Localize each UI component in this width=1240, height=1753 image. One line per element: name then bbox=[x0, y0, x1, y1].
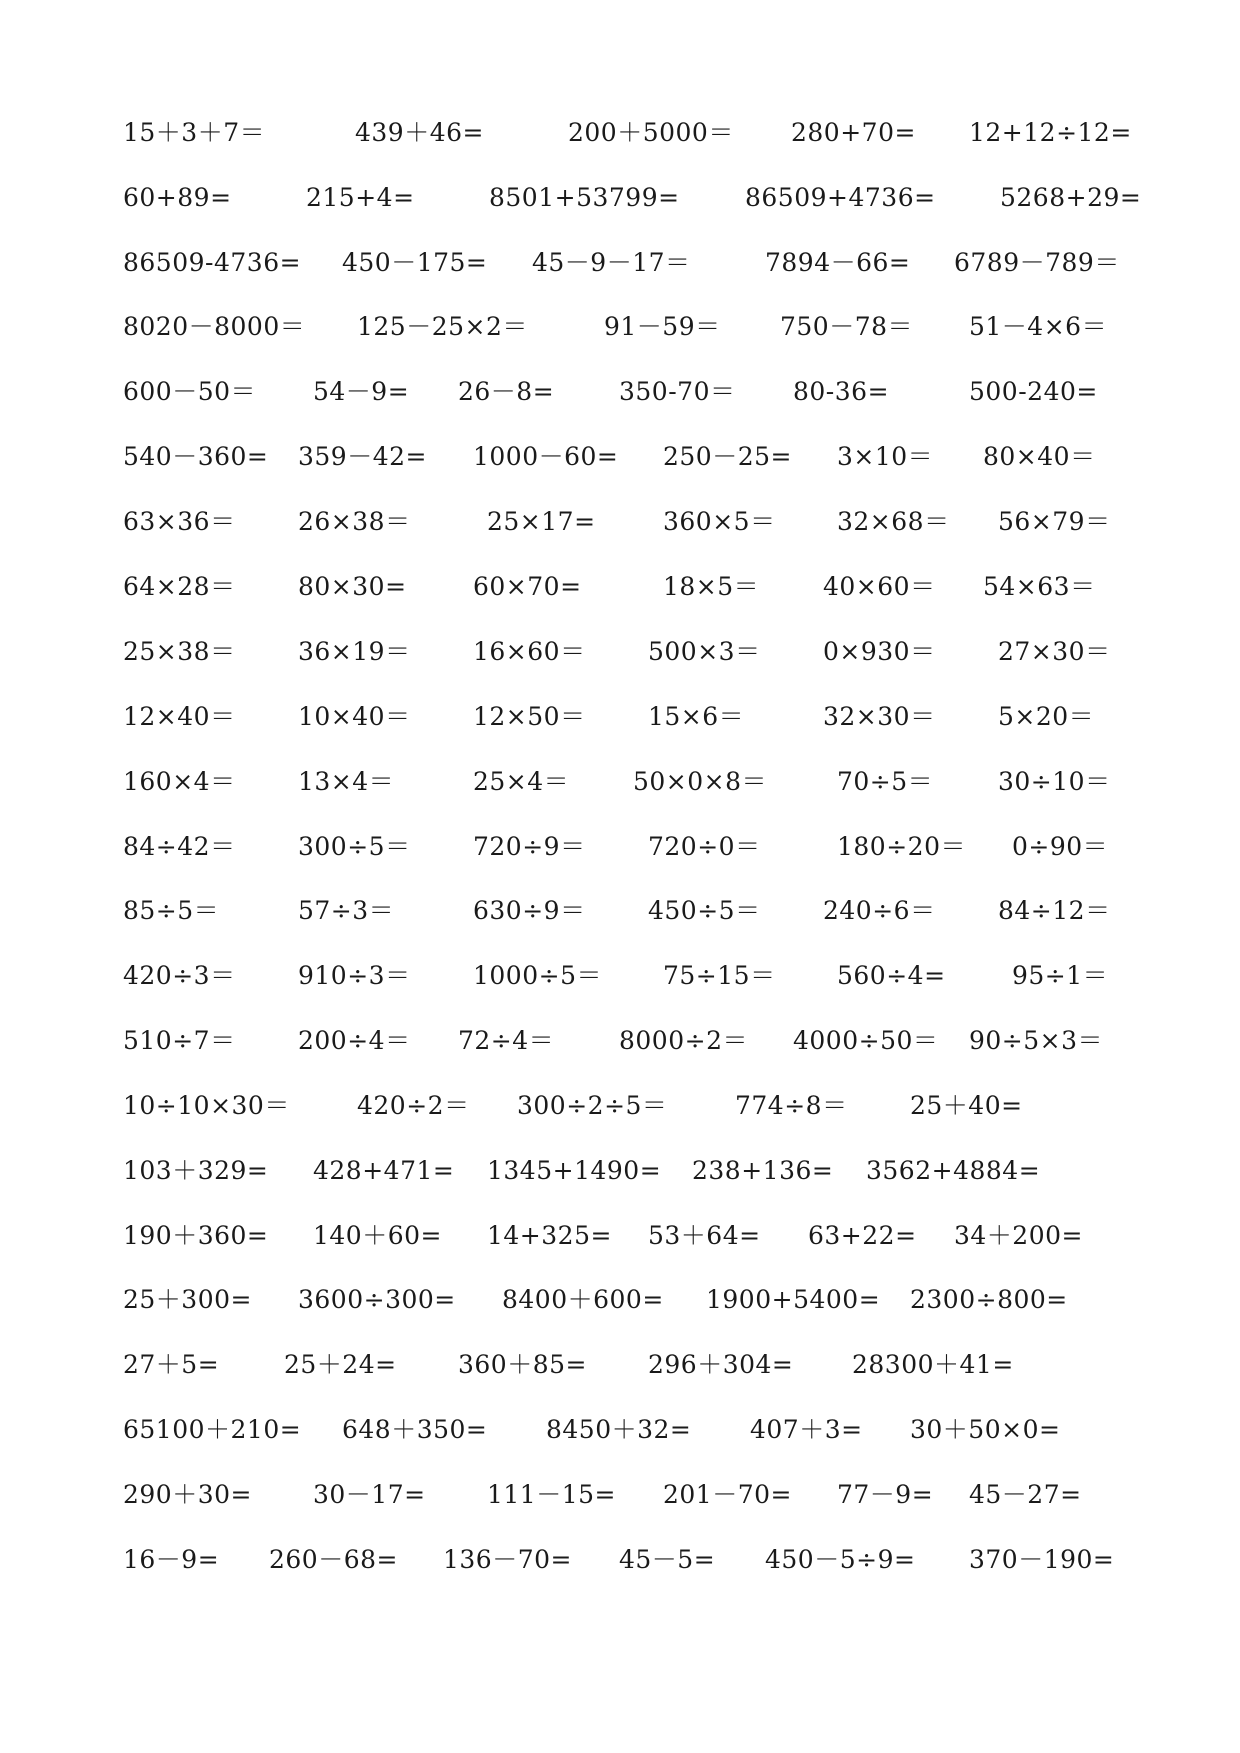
math-problem: 15×6＝ bbox=[648, 702, 745, 731]
problem-row bbox=[0, 632, 1240, 672]
math-problem: 50×0×8＝ bbox=[633, 767, 768, 796]
problem-row bbox=[0, 1086, 1240, 1126]
math-problem: 45－9－17＝ bbox=[532, 248, 691, 277]
math-problem: 103＋329= bbox=[123, 1156, 269, 1185]
math-problem: 290＋30= bbox=[123, 1480, 252, 1509]
math-problem: 51－4×6＝ bbox=[969, 312, 1108, 341]
math-problem: 280+70= bbox=[791, 118, 916, 147]
math-problem: 215+4= bbox=[306, 183, 415, 212]
math-problem: 200÷4＝ bbox=[298, 1026, 411, 1055]
math-problem: 428+471= bbox=[313, 1156, 455, 1185]
math-problem: 8501+53799= bbox=[489, 183, 680, 212]
math-problem: 420÷2＝ bbox=[357, 1091, 470, 1120]
math-problem: 600－50＝ bbox=[123, 377, 257, 406]
math-problem: 540－360= bbox=[123, 442, 269, 471]
math-problem: 30＋50×0= bbox=[910, 1415, 1061, 1444]
problem-row bbox=[0, 1540, 1240, 1580]
math-problem: 1000－60= bbox=[473, 442, 619, 471]
math-problem: 4000÷50＝ bbox=[793, 1026, 939, 1055]
problem-row bbox=[0, 502, 1240, 542]
math-problem: 238+136= bbox=[692, 1156, 834, 1185]
math-problem: 750－78＝ bbox=[780, 312, 914, 341]
math-problem: 250－25= bbox=[663, 442, 792, 471]
math-problem: 30－17= bbox=[313, 1480, 426, 1509]
math-problem: 80×40＝ bbox=[983, 442, 1096, 471]
math-problem: 12×40＝ bbox=[123, 702, 236, 731]
math-problem: 240÷6＝ bbox=[823, 896, 936, 925]
math-problem: 80-36= bbox=[793, 377, 890, 406]
problem-row bbox=[0, 1151, 1240, 1191]
problem-row bbox=[0, 1475, 1240, 1515]
math-problem: 190＋360= bbox=[123, 1221, 269, 1250]
math-problem: 80×30= bbox=[298, 572, 407, 601]
math-problem: 0×930＝ bbox=[823, 637, 936, 666]
math-problem: 360＋85= bbox=[458, 1350, 587, 1379]
math-problem: 3562+4884= bbox=[866, 1156, 1041, 1185]
math-problem: 60×70= bbox=[473, 572, 582, 601]
math-problem: 2300÷800= bbox=[910, 1285, 1068, 1314]
math-problem: 15＋3＋7＝ bbox=[123, 118, 266, 147]
math-problem: 8400＋600= bbox=[502, 1285, 664, 1314]
problem-row bbox=[0, 1345, 1240, 1385]
math-problem: 407＋3= bbox=[750, 1415, 863, 1444]
math-problem: 28300＋41= bbox=[852, 1350, 1014, 1379]
math-problem: 439＋46= bbox=[355, 118, 484, 147]
problem-row bbox=[0, 891, 1240, 931]
math-problem: 32×30＝ bbox=[823, 702, 936, 731]
math-problem: 45－5= bbox=[619, 1545, 716, 1574]
math-problem: 12×50＝ bbox=[473, 702, 586, 731]
math-problem: 16×60＝ bbox=[473, 637, 586, 666]
math-problem: 86509-4736= bbox=[123, 248, 302, 277]
math-problem: 500×3＝ bbox=[648, 637, 761, 666]
math-problem: 65100＋210= bbox=[123, 1415, 302, 1444]
math-problem: 16－9= bbox=[123, 1545, 220, 1574]
math-problem: 54－9= bbox=[313, 377, 410, 406]
math-problem: 111－15= bbox=[487, 1480, 616, 1509]
math-problem: 200＋5000＝ bbox=[568, 118, 734, 147]
math-problem: 84÷42＝ bbox=[123, 832, 236, 861]
math-problem: 26×38＝ bbox=[298, 507, 411, 536]
problem-row bbox=[0, 1216, 1240, 1256]
problem-row bbox=[0, 113, 1240, 153]
math-problem: 500-240= bbox=[969, 377, 1098, 406]
math-problem: 6789－789＝ bbox=[954, 248, 1120, 277]
math-problem: 359－42= bbox=[298, 442, 427, 471]
math-problem: 360×5＝ bbox=[663, 507, 776, 536]
problem-row bbox=[0, 178, 1240, 218]
math-problem: 25×17= bbox=[487, 507, 596, 536]
math-problem: 27＋5= bbox=[123, 1350, 220, 1379]
math-problem: 8020－8000＝ bbox=[123, 312, 306, 341]
math-problem: 8000÷2＝ bbox=[619, 1026, 748, 1055]
math-problem: 70÷5＝ bbox=[837, 767, 934, 796]
math-problem: 25×4＝ bbox=[473, 767, 570, 796]
math-problem: 260－68= bbox=[269, 1545, 398, 1574]
math-problem: 95÷1＝ bbox=[1012, 961, 1109, 990]
problem-row bbox=[0, 1280, 1240, 1320]
problem-row bbox=[0, 827, 1240, 867]
math-problem: 63+22= bbox=[808, 1221, 917, 1250]
math-problem: 45－27= bbox=[969, 1480, 1082, 1509]
math-problem: 910÷3＝ bbox=[298, 961, 411, 990]
math-problem: 64×28＝ bbox=[123, 572, 236, 601]
math-problem: 14+325= bbox=[487, 1221, 612, 1250]
problem-row bbox=[0, 307, 1240, 347]
math-problem: 420÷3＝ bbox=[123, 961, 236, 990]
math-problem: 12+12÷12= bbox=[969, 118, 1132, 147]
math-problem: 125－25×2＝ bbox=[357, 312, 528, 341]
math-problem: 40×60＝ bbox=[823, 572, 936, 601]
math-problem: 1900+5400= bbox=[706, 1285, 881, 1314]
math-problem: 350-70＝ bbox=[619, 377, 736, 406]
problem-row bbox=[0, 956, 1240, 996]
math-problem: 34＋200= bbox=[954, 1221, 1083, 1250]
math-problem: 3×10＝ bbox=[837, 442, 934, 471]
math-problem: 18×5＝ bbox=[663, 572, 760, 601]
math-problem: 1345+1490= bbox=[487, 1156, 662, 1185]
math-problem: 296＋304= bbox=[648, 1350, 794, 1379]
math-problem: 77－9= bbox=[837, 1480, 934, 1509]
problem-row bbox=[0, 697, 1240, 737]
problem-row bbox=[0, 1410, 1240, 1450]
math-problem: 450－175= bbox=[342, 248, 488, 277]
math-problem: 75÷15＝ bbox=[663, 961, 776, 990]
math-problem: 54×63＝ bbox=[983, 572, 1096, 601]
problem-row bbox=[0, 762, 1240, 802]
math-problem: 26－8= bbox=[458, 377, 555, 406]
math-problem: 450÷5＝ bbox=[648, 896, 761, 925]
math-problem: 630÷9＝ bbox=[473, 896, 586, 925]
math-problem: 91－59＝ bbox=[604, 312, 721, 341]
math-problem: 13×4＝ bbox=[298, 767, 395, 796]
math-problem: 27×30＝ bbox=[998, 637, 1111, 666]
math-problem: 25＋300= bbox=[123, 1285, 252, 1314]
math-problem: 63×36＝ bbox=[123, 507, 236, 536]
problem-row bbox=[0, 567, 1240, 607]
math-problem: 136－70= bbox=[443, 1545, 572, 1574]
problem-row bbox=[0, 437, 1240, 477]
math-problem: 300÷5＝ bbox=[298, 832, 411, 861]
math-problem: 201－70= bbox=[663, 1480, 792, 1509]
math-problem: 72÷4＝ bbox=[458, 1026, 555, 1055]
math-problem: 370－190= bbox=[969, 1545, 1115, 1574]
math-problem: 3600÷300= bbox=[298, 1285, 456, 1314]
math-problem: 32×68＝ bbox=[837, 507, 950, 536]
math-problem: 53＋64= bbox=[648, 1221, 761, 1250]
math-problem: 90÷5×3＝ bbox=[969, 1026, 1104, 1055]
math-problem: 8450＋32= bbox=[546, 1415, 692, 1444]
math-problem: 7894－66= bbox=[765, 248, 911, 277]
math-problem: 1000÷5＝ bbox=[473, 961, 602, 990]
math-problem: 450－5÷9= bbox=[765, 1545, 916, 1574]
math-problem: 300÷2÷5＝ bbox=[517, 1091, 668, 1120]
problem-row bbox=[0, 1021, 1240, 1061]
math-problem: 30÷10＝ bbox=[998, 767, 1111, 796]
math-problem: 86509+4736= bbox=[745, 183, 936, 212]
math-problem: 510÷7＝ bbox=[123, 1026, 236, 1055]
math-problem: 25＋40= bbox=[910, 1091, 1023, 1120]
math-problem: 720÷0＝ bbox=[648, 832, 761, 861]
math-problem: 720÷9＝ bbox=[473, 832, 586, 861]
math-problem: 60+89= bbox=[123, 183, 232, 212]
math-problem: 180÷20＝ bbox=[837, 832, 966, 861]
math-problem: 25＋24= bbox=[284, 1350, 397, 1379]
math-problem: 57÷3＝ bbox=[298, 896, 395, 925]
math-problem: 0÷90＝ bbox=[1012, 832, 1109, 861]
problem-row bbox=[0, 243, 1240, 283]
math-problem: 36×19＝ bbox=[298, 637, 411, 666]
math-problem: 774÷8＝ bbox=[735, 1091, 848, 1120]
math-problem: 25×38＝ bbox=[123, 637, 236, 666]
math-problem: 85÷5＝ bbox=[123, 896, 220, 925]
math-problem: 560÷4= bbox=[837, 961, 946, 990]
math-problem: 140＋60= bbox=[313, 1221, 442, 1250]
math-problem: 84÷12＝ bbox=[998, 896, 1111, 925]
math-problem: 56×79＝ bbox=[998, 507, 1111, 536]
math-problem: 648＋350= bbox=[342, 1415, 488, 1444]
math-problem: 160×4＝ bbox=[123, 767, 236, 796]
math-problem: 10÷10×30＝ bbox=[123, 1091, 290, 1120]
math-problem: 5268+29= bbox=[1000, 183, 1142, 212]
math-problem: 5×20＝ bbox=[998, 702, 1095, 731]
problem-row bbox=[0, 372, 1240, 412]
math-problem: 10×40＝ bbox=[298, 702, 411, 731]
